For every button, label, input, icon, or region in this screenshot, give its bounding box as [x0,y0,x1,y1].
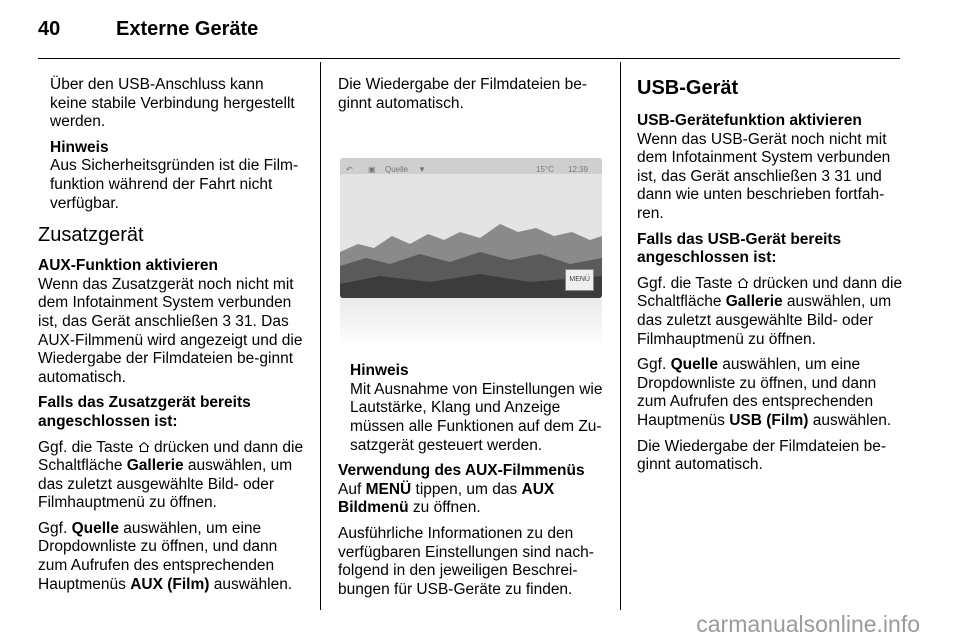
header-rule [38,58,900,59]
chevron-down-icon: ▼ [418,165,426,175]
col3-p4: Die Wiedergabe der Filmdateien be-ginnt automatisch. [637,437,886,474]
temperature: 15°C [536,165,554,175]
col2-sub1: Verwendung des AUX-Filmmenüs [338,462,585,480]
menu-button[interactable]: MENÜ [565,269,594,292]
column-1 [38,76,304,601]
page-title: Externe Geräte [116,18,259,40]
col2-note-text: Mit Ausnahme von Einstellungen wie Lautstärke, Klang und Anzeige müssen alle Funktionen auf dem Zu-satzgerät gesteuert werden. [350,380,603,454]
col2-p2: Ausführliche Informationen zu den verfügbaren Einstellungen sind nach-folgend in den jeweiligen Beschrei-bungen für USB-Geräte zu finden. [338,524,594,598]
col1-p2: Ggf. die Taste drücken und dann die Schaltfläche Gallerie auswählen, um das zuletzt ausgewählte Bild- oder Filmhauptmenü zu öffnen. [38,438,304,512]
column-divider-1 [320,62,321,610]
column-divider-2 [620,62,621,610]
infotainment-screen-image [340,158,602,298]
col1-sub1: AUX-Funktion aktivieren [38,257,218,275]
screen-topbar [340,158,602,174]
col1-sub2: Falls das Zusatzgerät bereits angeschlossen ist: [38,394,251,430]
screen-reflection [340,298,602,348]
page-number: 40 [38,18,61,40]
clock: 12:39 [568,165,589,175]
mountain-landscape [340,174,602,298]
col1-note-title: Hinweis [50,138,109,156]
col2-note-title: Hinweis [350,362,409,380]
column-3 [637,76,903,482]
col3-p3: Ggf. Quelle auswählen, um eine Dropdownliste zu öffnen, und dann zum Aufrufen des entsprechenden Hauptmenüs USB (Film) auswählen. [637,356,892,429]
col1-intro: Über den USB-Anschluss kann keine stabile Verbindung hergestellt werden. [50,76,295,131]
col1-p1: Wenn das Zusatzgerät noch nicht mit dem Infotainment System verbunden ist, das Gerät anschließen 3 31. Das AUX-Filmmenü wird angezeigt und die Wiedergabe der Filmdateien be-ginnt automatisch. [38,275,303,386]
watermark: carmanualsonline.info [696,611,920,637]
column-2 [338,76,604,606]
col3-p1: Wenn das USB-Gerät noch nicht mit dem Infotainment System verbunden ist, das Gerät anschließen 3 31 und dann wie unten beschrieben fortfah-ren. [637,130,891,222]
col3-sub1: USB-Gerätefunktion aktivieren [637,112,862,129]
col1-p3: Ggf. Quelle auswählen, um eine Dropdownliste zu öffnen, und dann zum Aufrufen des entsprechenden Hauptmenüs AUX (Film) auswählen. [38,519,293,593]
section-heading-zusatzgeraet: Zusatzgerät [38,224,144,247]
section-heading-usb: USB-Gerät [637,77,739,99]
col3-p2: Ggf. die Taste drücken und dann die Schaltfläche Gallerie auswählen, um das zuletzt ausgewählte Bild- oder Filmhauptmenü zu öffnen. [637,274,903,348]
col3-sub2: Falls das USB-Gerät bereits angeschlossen ist: [637,230,842,267]
home-icon [138,441,150,453]
col2-intro: Die Wiedergabe der Filmdateien be-ginnt automatisch. [338,76,587,112]
page-header [38,18,258,41]
media-icon: ▣ [368,165,376,175]
col1-note-text: Aus Sicherheitsgründen ist die Film-funktion während der Fahrt nicht verfügbar. [50,157,299,212]
col2-p1: Auf MENÜ tippen, um das AUX Bildmenü zu öffnen. [338,480,555,517]
source-label: Quelle [385,165,409,175]
home-icon [737,277,749,289]
back-icon: ↶ [346,165,353,175]
